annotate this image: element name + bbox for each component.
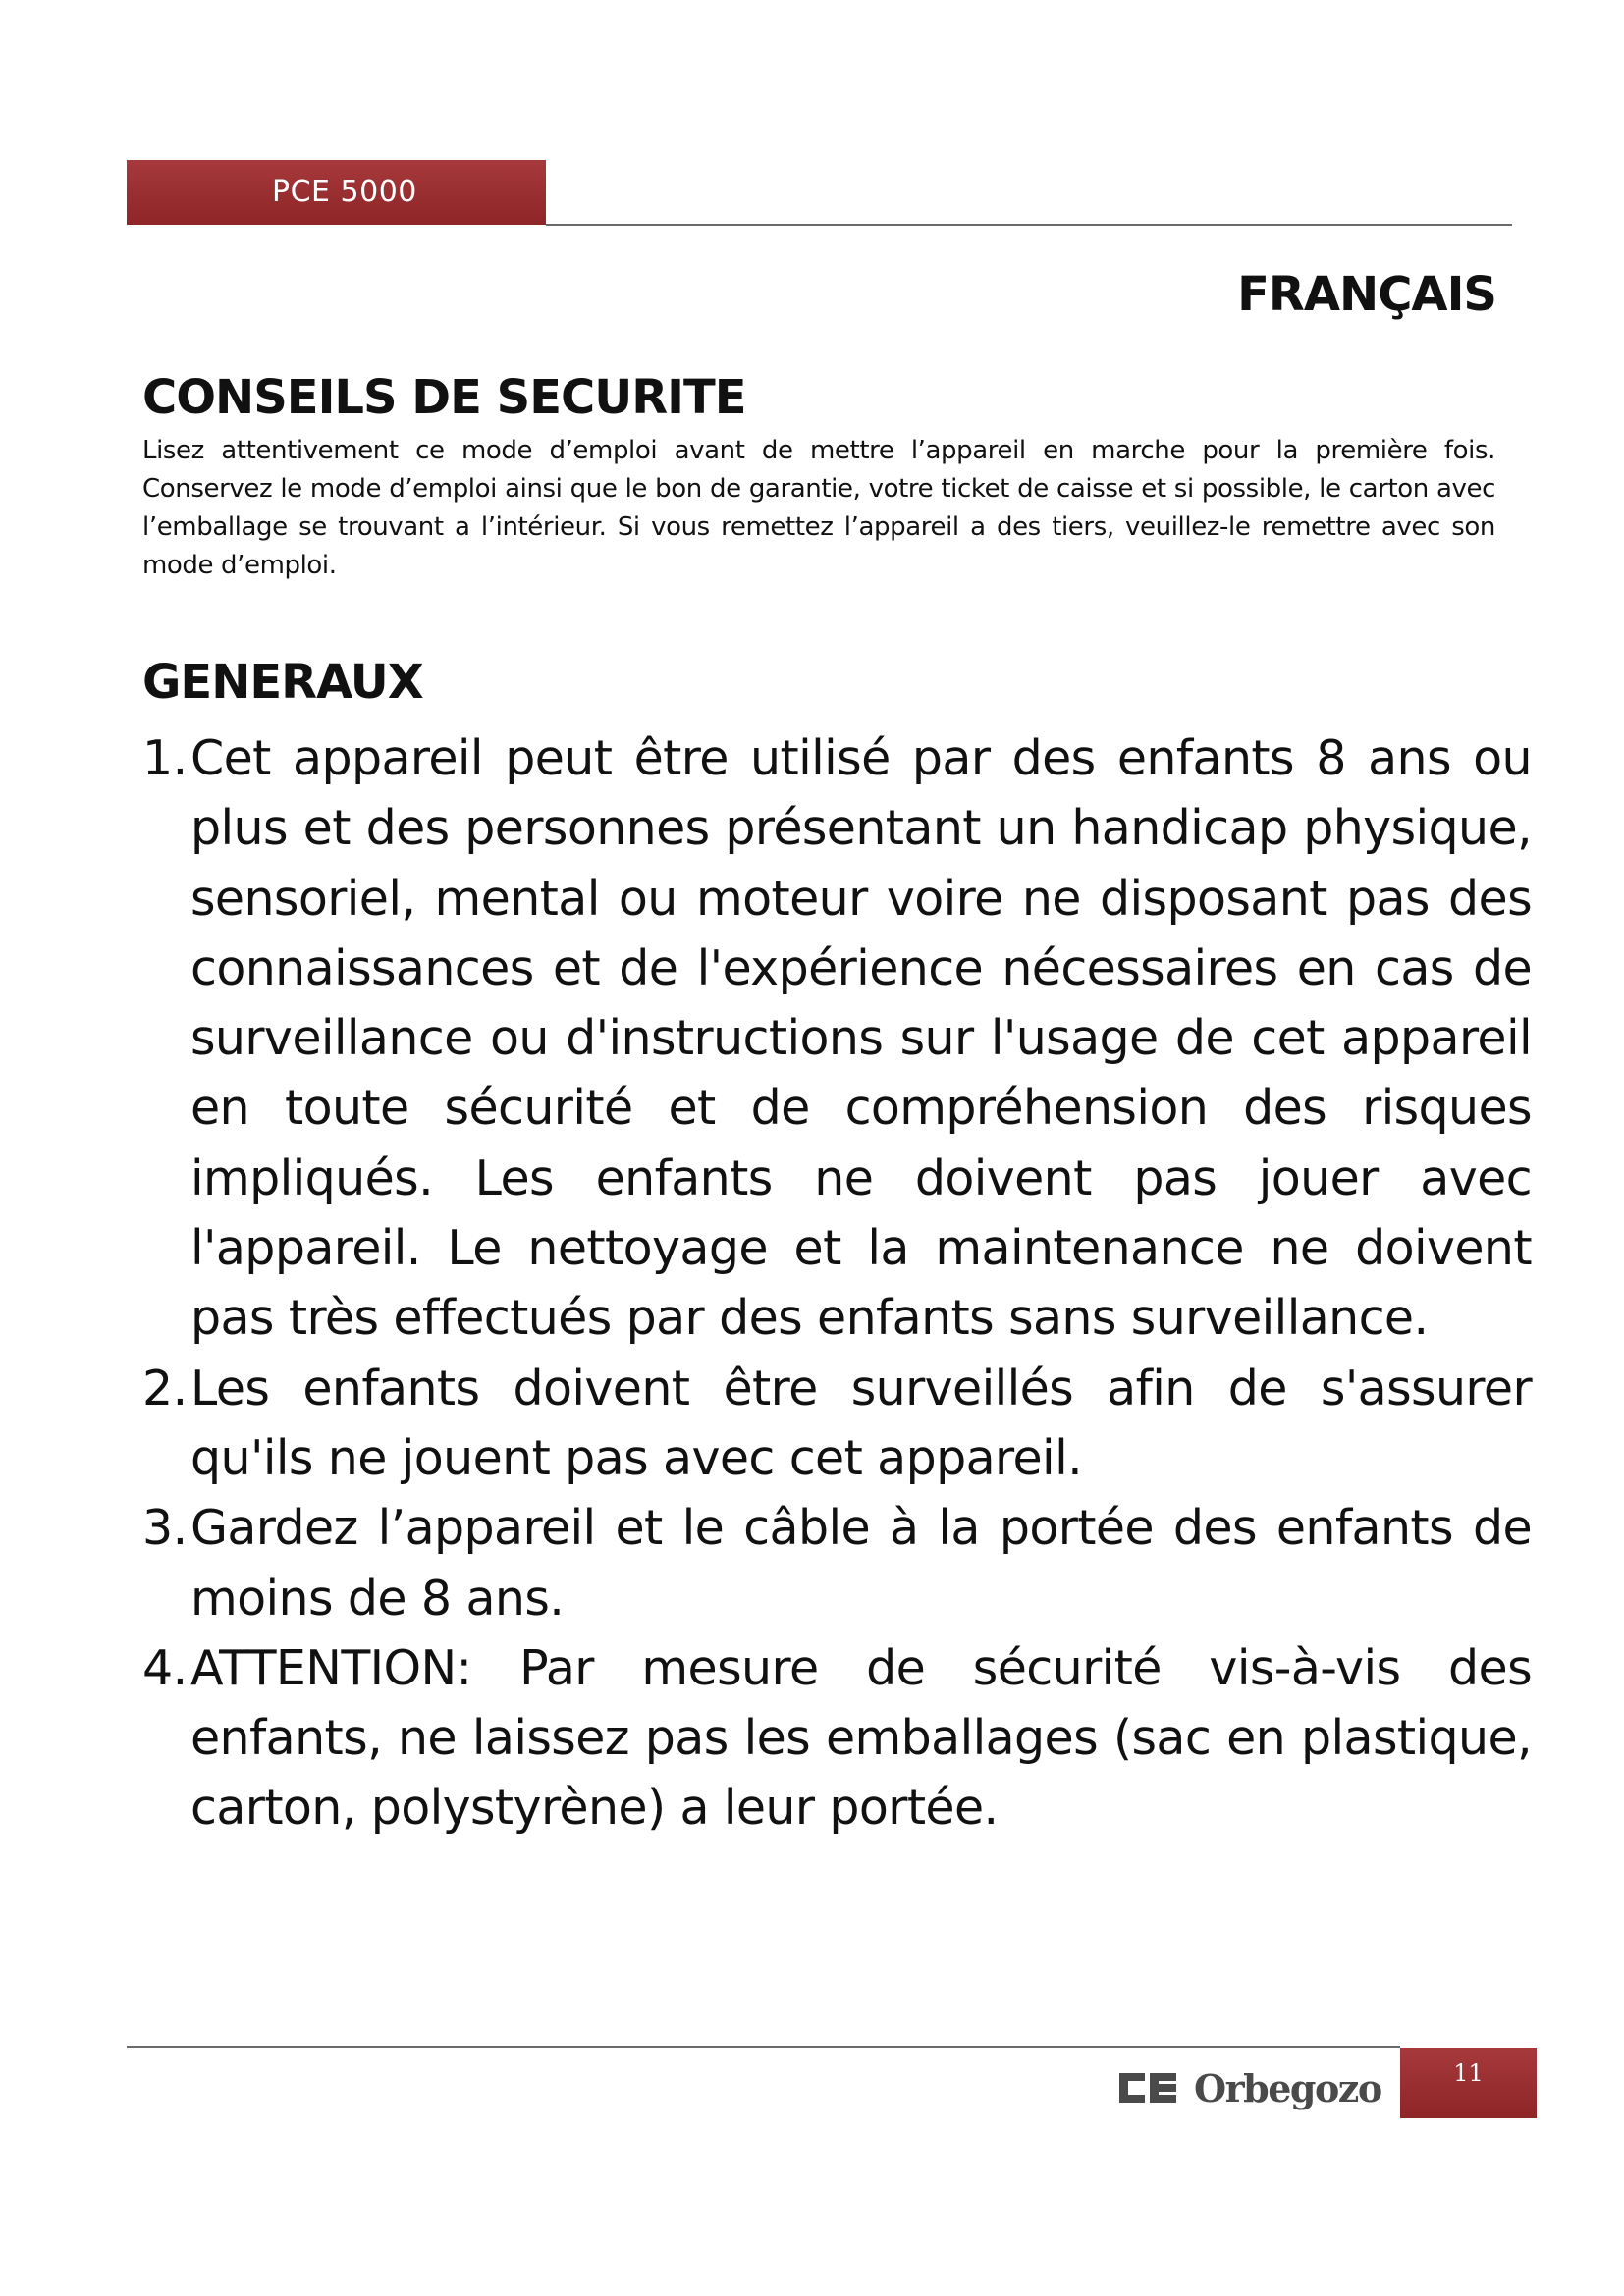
footer-rule bbox=[127, 2046, 1400, 2048]
rule-item-1 bbox=[142, 723, 1532, 1354]
rule-item-2 bbox=[142, 1354, 1532, 1494]
rule-number: 1. bbox=[142, 730, 188, 786]
rule-text: Cet appareil peut être utilisé par des enfants 8 ans ou plus et des personnes présentant un handicap physique, sensoriel, mental ou moteur voire ne disposant pas des connaissances et de l'expérience nécessaires en cas de surveillance ou d'instructions sur l'usage de cet appareil en toute sécurité et de compréhension des risques impliqués. Les enfants ne doivent pas jouer avec l'appareil. Le nettoyage et la maintenance ne doivent pas très effectués par des enfants sans surveillance. bbox=[190, 730, 1532, 1347]
rule-text: Les enfants doivent être surveillés afin de s'assurer qu'ils ne jouent pas avec cet appareil. bbox=[190, 1360, 1532, 1486]
rule-item-4 bbox=[142, 1633, 1532, 1843]
safety-heading: CONSEILS DE SECURITE bbox=[142, 370, 746, 425]
general-rules-list bbox=[142, 723, 1532, 1843]
rule-number: 2. bbox=[142, 1360, 188, 1416]
safety-intro-paragraph: Lisez attentivement ce mode d’emploi avant de mettre l’appareil en marche pour la première fois. Conservez le mode d’emploi ainsi que le bon de garantie, votre ticket de caisse et si possible, le carton avec l’emballage se trouvant a l’intérieur. Si vous remettez l’appareil a des tiers, veuillez-le remettre avec son mode d’emploi. bbox=[142, 436, 1495, 580]
language-heading: FRANÇAIS bbox=[1237, 267, 1496, 322]
rule-text: Gardez l’appareil et le câble à la portée des enfants de moins de 8 ans. bbox=[190, 1500, 1532, 1627]
page-number: 11 bbox=[1453, 2059, 1484, 2087]
page-number-box bbox=[1400, 2048, 1537, 2118]
brand-wordmark: Orbegozo bbox=[1194, 2065, 1381, 2110]
header-rule bbox=[546, 224, 1512, 226]
model-tab: PCE 5000 bbox=[127, 160, 546, 225]
rule-item-3 bbox=[142, 1493, 1532, 1633]
brand-mark-icon bbox=[1117, 2069, 1178, 2107]
rule-number: 4. bbox=[142, 1639, 188, 1696]
rule-number: 3. bbox=[142, 1500, 188, 1557]
general-heading: GENERAUX bbox=[142, 655, 423, 710]
brand-logo bbox=[1117, 2065, 1381, 2110]
rule-text: ATTENTION: Par mesure de sécurité vis-à-vis des enfants, ne laissez pas les emballages (sac en plastique, carton, polystyrène) a leur portée. bbox=[190, 1639, 1532, 1837]
